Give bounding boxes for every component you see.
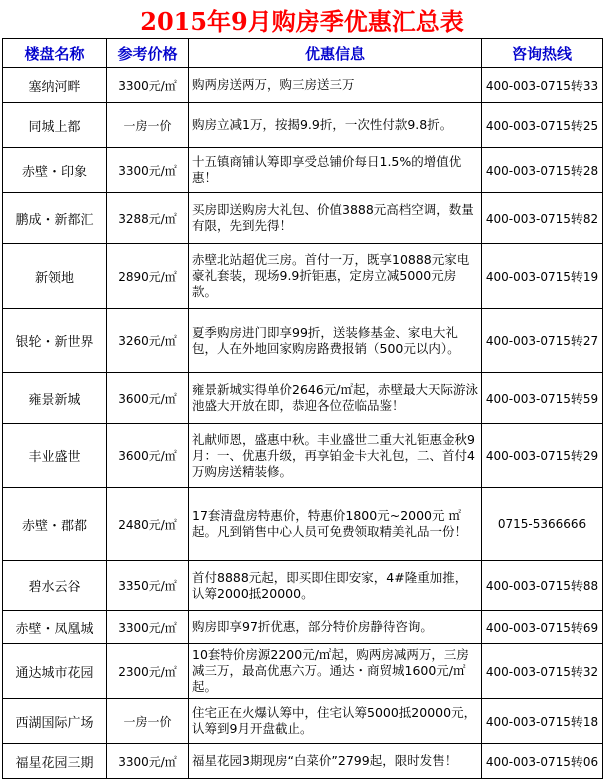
table-row (3, 561, 603, 611)
header-info: 优惠信息 (189, 39, 482, 68)
project-name: 新领地 (3, 244, 107, 309)
page-title: 2015年9月购房季优惠汇总表 (140, 6, 464, 36)
ref-price: 3300元/㎡ (107, 148, 189, 193)
project-name: 福星花园三期 (3, 744, 107, 779)
table-row (3, 193, 603, 244)
table-row (3, 103, 603, 148)
promo-info: 雍景新城实得单价2646元/㎡起，赤壁最大天际游泳池盛大开放在即，恭迎各位莅临品鉴！ (189, 373, 482, 424)
table-row (3, 699, 603, 744)
project-name: 雍景新城 (3, 373, 107, 424)
header-price: 参考价格 (107, 39, 189, 68)
promo-info: 10套特价房源2200元/㎡起，购两房减两万，三房减三万，最高优惠六万。通达・商贸城1600元/㎡起。 (189, 644, 482, 699)
table-row (3, 644, 603, 699)
project-name: 鹏成・新都汇 (3, 193, 107, 244)
ref-price: 3288元/㎡ (107, 193, 189, 244)
promo-info: 17套清盘房特惠价，特惠价1800元~2000元 ㎡起。凡到销售中心人员可免费领取精美礼品一份！ (189, 488, 482, 561)
hotline: 400-003-0715转88 (482, 561, 603, 611)
ref-price: 3600元/㎡ (107, 373, 189, 424)
table-row (3, 244, 603, 309)
promo-info: 购房立减1万，按揭9.9折，一次性付款9.8折。 (189, 103, 482, 148)
hotline: 400-003-0715转28 (482, 148, 603, 193)
ref-price: 3350元/㎡ (107, 561, 189, 611)
table-row (3, 424, 603, 488)
project-name: 赤壁・印象 (3, 148, 107, 193)
hotline: 400-003-0715转29 (482, 424, 603, 488)
hotline: 0715-5366666 (482, 488, 603, 561)
promo-info: 买房即送购房大礼包、价值3888元高档空调，数量有限，先到先得！ (189, 193, 482, 244)
promo-info: 赤壁北站超优三房。首付一万，既享10888元家电豪礼套装，现场9.9折钜惠，定房立减5000元房款。 (189, 244, 482, 309)
hotline: 400-003-0715转27 (482, 309, 603, 373)
table-row (3, 68, 603, 103)
hotline: 400-003-0715转32 (482, 644, 603, 699)
hotline: 400-003-0715转69 (482, 611, 603, 644)
ref-price: 2300元/㎡ (107, 644, 189, 699)
project-name: 通达城市花园 (3, 644, 107, 699)
table-row (3, 488, 603, 561)
project-name: 银轮・新世界 (3, 309, 107, 373)
ref-price: 3600元/㎡ (107, 424, 189, 488)
header-name: 楼盘名称 (3, 39, 107, 68)
project-name: 赤壁・郡都 (3, 488, 107, 561)
promo-info: 购两房送两万，购三房送三万 (189, 68, 482, 103)
hotline: 400-003-0715转33 (482, 68, 603, 103)
table-row (3, 373, 603, 424)
ref-price: 3300元/㎡ (107, 611, 189, 644)
ref-price: 一房一价 (107, 103, 189, 148)
header-phone: 咨询热线 (482, 39, 603, 68)
ref-price: 2890元/㎡ (107, 244, 189, 309)
hotline: 400-003-0715转82 (482, 193, 603, 244)
project-name: 丰业盛世 (3, 424, 107, 488)
hotline: 400-003-0715转25 (482, 103, 603, 148)
promo-info: 购房即享97折优惠，部分特价房静待咨询。 (189, 611, 482, 644)
project-name: 塞纳河畔 (3, 68, 107, 103)
header-row (3, 39, 603, 68)
hotline: 400-003-0715转19 (482, 244, 603, 309)
ref-price: 一房一价 (107, 699, 189, 744)
table-row (3, 744, 603, 779)
ref-price: 2480元/㎡ (107, 488, 189, 561)
ref-price: 3260元/㎡ (107, 309, 189, 373)
promo-info: 福星花园3期现房“白菜价”2799起，限时发售！ (189, 744, 482, 779)
promo-info: 礼献师恩，盛惠中秋。丰业盛世二重大礼钜惠金秋9月：一、优惠升级，再享铂金卡大礼包，二、首付4万购房送精装修。 (189, 424, 482, 488)
promo-table (2, 38, 603, 779)
project-name: 同城上都 (3, 103, 107, 148)
promo-info: 住宅正在火爆认筹中，住宅认筹5000抵20000元，认筹到9月开盘截止。 (189, 699, 482, 744)
promo-info: 十五镇商铺认筹即享受总铺价每日1.5%的增值优惠！ (189, 148, 482, 193)
project-name: 西湖国际广场 (3, 699, 107, 744)
hotline: 400-003-0715转18 (482, 699, 603, 744)
hotline: 400-003-0715转59 (482, 373, 603, 424)
hotline: 400-003-0715转06 (482, 744, 603, 779)
table-row (3, 148, 603, 193)
promo-info: 夏季购房进门即享99折，送装修基金、家电大礼包，人在外地回家购房路费报销（500元以内）。 (189, 309, 482, 373)
table-row (3, 611, 603, 644)
promo-info: 首付8888元起，即买即住即安家，4#隆重加推，认筹2000抵20000。 (189, 561, 482, 611)
project-name: 碧水云谷 (3, 561, 107, 611)
ref-price: 3300元/㎡ (107, 744, 189, 779)
ref-price: 3300元/㎡ (107, 68, 189, 103)
table-row (3, 309, 603, 373)
project-name: 赤壁・凤凰城 (3, 611, 107, 644)
